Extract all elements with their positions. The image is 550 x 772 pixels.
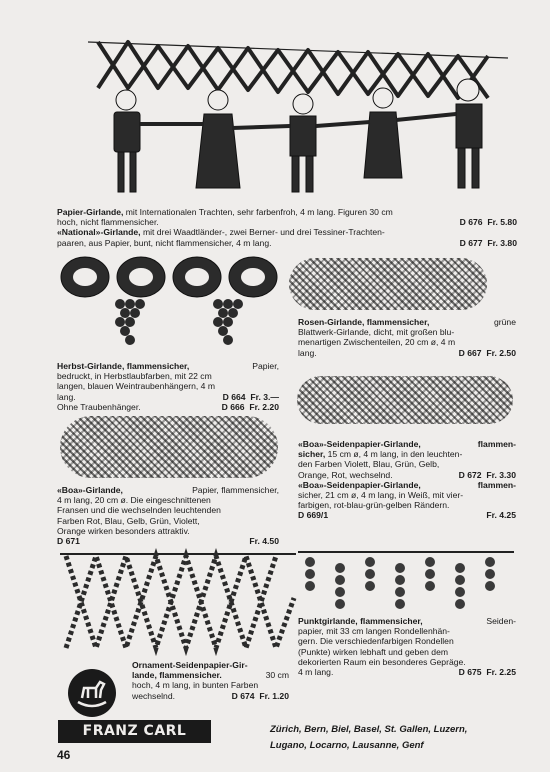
- rose-garland-code: D 667: [458, 347, 482, 358]
- boa-silk-garland-title-2b: flammen-: [477, 479, 516, 490]
- boa-silk-garland-desc-2: den Farben Violett, Blau, Grün, Gelb,: [298, 459, 440, 470]
- boa-silk-garland-code-1: D 672: [458, 469, 482, 480]
- boa-silk-garland-illustration: [297, 376, 513, 424]
- ornament-garland-title: Ornament-Seidenpapier-Gir-: [132, 660, 248, 670]
- store-locations-line-1: Zürich, Bern, Biel, Basel, St. Gallen, Luzern,: [270, 724, 468, 735]
- boa-silk-garland-desc-1b: sicher,: [298, 449, 326, 460]
- boa-silk-garland-title-2: «Boa»-Seidenpapier-Girlande,: [298, 479, 421, 490]
- brand-logo: FRANZ CARL WEBER: [58, 720, 211, 743]
- dot-garland-entry: [298, 616, 516, 677]
- national-garland-desc: mit drei Waadtländer-, zwei Berner- und drei Tessiner-Trachten-: [140, 227, 385, 238]
- boa-silk-garland-desc-3: Orange, Rot, wechselnd.: [298, 469, 393, 480]
- boa-garland-title: «Boa»-Girlande,: [57, 485, 123, 495]
- ornament-garland-code: D 674: [231, 690, 255, 701]
- dot-garland-illustration: [296, 546, 516, 610]
- paper-garland-code: D 676: [459, 217, 483, 228]
- autumn-garland-desc-3: langen, blauen Weintraubenhängern, 4 m: [57, 381, 215, 392]
- boa-garland-entry: [57, 485, 279, 546]
- autumn-garland-title: Herbst-Girlande, flammensicher,: [57, 361, 190, 371]
- autumn-garland-illustration: [58, 252, 288, 357]
- boa-silk-garland-entry: [298, 439, 516, 521]
- boa-silk-garland-code-2: D 669/1: [298, 510, 329, 521]
- boa-silk-garland-title-1: «Boa»-Seidenpapier-Girlande,: [298, 439, 421, 449]
- ornament-garland-desc-2: hoch, 4 m lang, in bunten Farben: [132, 680, 259, 691]
- boa-garland-desc-2: 4 m lang, 20 cm ø. Die eingeschnittenen: [57, 495, 211, 506]
- paper-garland-desc: mit Internationalen Trachten, sehr farbenfroh, 4 m lang. Figuren 30 cm: [123, 207, 393, 217]
- boa-silk-garland-desc-1: 15 cm ø, 4 m lang, in den leuchten-: [325, 449, 463, 460]
- autumn-garland-desc-5: Ohne Traubenhänger.: [57, 401, 141, 412]
- paper-garland-desc-2: hoch, nicht flammensicher.: [57, 217, 159, 228]
- autumn-garland-desc-1: Papier,: [252, 361, 279, 371]
- autumn-garland-desc-2: bedruckt, in Herbstlaubfarben, mit 22 cm: [57, 371, 212, 382]
- dot-garland-desc-5: dekorierten Raum ein besonderes Gepräge.: [298, 656, 466, 667]
- boa-garland-desc-1: Papier, flammensicher,: [192, 485, 279, 495]
- rose-garland-entry: [298, 317, 516, 358]
- national-garland-code: D 677: [459, 237, 483, 248]
- boa-garland-code: D 671: [57, 536, 80, 547]
- figures-garland-illustration: [88, 28, 508, 206]
- dot-garland-title: Punktgirlande, flammensicher,: [298, 616, 423, 626]
- store-locations: [270, 722, 510, 754]
- national-garland-price: Fr. 3.80: [487, 237, 517, 248]
- page-number: 46: [57, 748, 71, 762]
- paper-garland-entry: [57, 207, 517, 248]
- dot-garland-desc-6: 4 m lang.: [298, 667, 334, 678]
- national-garland-desc-2: paaren, aus Papier, bunt, nicht flammensicher, 4 m lang.: [57, 237, 272, 248]
- ornament-garland-title-2: lande, flammensicher.: [132, 670, 222, 681]
- autumn-garland-code-2: D 666: [221, 401, 245, 412]
- paper-garland-title: Papier-Girlande,: [57, 207, 124, 217]
- boa-silk-garland-price-2: Fr. 4.25: [486, 510, 516, 521]
- boa-garland-price: Fr. 4.50: [249, 536, 279, 547]
- boa-silk-garland-desc-4: sicher, 21 cm ø, 4 m lang, in Weiß, mit vier-: [298, 490, 464, 501]
- rose-garland-illustration: [289, 258, 487, 310]
- ornament-garland-price: Fr. 1.20: [259, 690, 289, 701]
- rose-garland-desc-1: grüne: [494, 317, 516, 327]
- dot-garland-desc-3: gern. Die verschiedenfarbigen Rondellen: [298, 636, 454, 647]
- autumn-garland-entry: [57, 361, 279, 412]
- autumn-garland-price-2: Fr. 2.20: [249, 401, 279, 412]
- boa-garland-desc-4: Farben Rot, Blau, Gelb, Grün, Violett,: [57, 515, 200, 526]
- dot-garland-desc-2: papier, mit 33 cm langen Rondellenhän-: [298, 626, 450, 637]
- rose-garland-price: Fr. 2.50: [486, 347, 516, 358]
- rose-garland-desc-2: Blattwerk-Girlande, dicht, mit großen blu-: [298, 327, 455, 338]
- paper-garland-price: Fr. 5.80: [487, 217, 517, 228]
- boa-silk-garland-desc-5: farbigen, rot-blau-grün-gelben Rändern.: [298, 500, 450, 511]
- boa-garland-desc-3: Fransen und die wechselnden leuchtenden: [57, 505, 221, 516]
- boa-garland-desc-5: Orange wirken besonders attraktiv.: [57, 525, 190, 536]
- rose-garland-desc-4: lang.: [298, 347, 317, 358]
- autumn-garland-desc-4: lang.: [57, 391, 76, 402]
- ornament-garland-desc-1: 30 cm: [265, 670, 289, 681]
- boa-silk-garland-price-1: Fr. 3.30: [486, 469, 516, 480]
- ornament-garland-desc-3: wechselnd.: [132, 690, 175, 701]
- autumn-garland-code-1: D 664: [222, 391, 246, 402]
- autumn-garland-price-1: Fr. 3.—: [250, 391, 279, 402]
- dot-garland-price: Fr. 2.25: [486, 667, 516, 678]
- ornament-garland-entry: [132, 660, 289, 701]
- rose-garland-title: Rosen-Girlande, flammensicher,: [298, 317, 430, 327]
- dot-garland-desc-1: Seiden-: [486, 616, 516, 626]
- dot-garland-desc-4: (Punkte) wirken lebhaft und geben dem: [298, 646, 449, 657]
- dot-garland-code: D 675: [458, 667, 482, 678]
- ornament-garland-illustration: [58, 548, 298, 660]
- boa-silk-garland-title-1b: flammen-: [477, 439, 516, 449]
- rose-garland-desc-3: menartigen Zwischenteilen, 20 cm ø, 4 m: [298, 337, 456, 348]
- store-locations-line-2: Lugano, Locarno, Lausanne, Genf: [270, 740, 424, 751]
- national-garland-title: «National»-Girlande,: [57, 227, 141, 238]
- rocking-horse-logo-icon: [66, 668, 118, 718]
- boa-garland-illustration: [60, 416, 278, 478]
